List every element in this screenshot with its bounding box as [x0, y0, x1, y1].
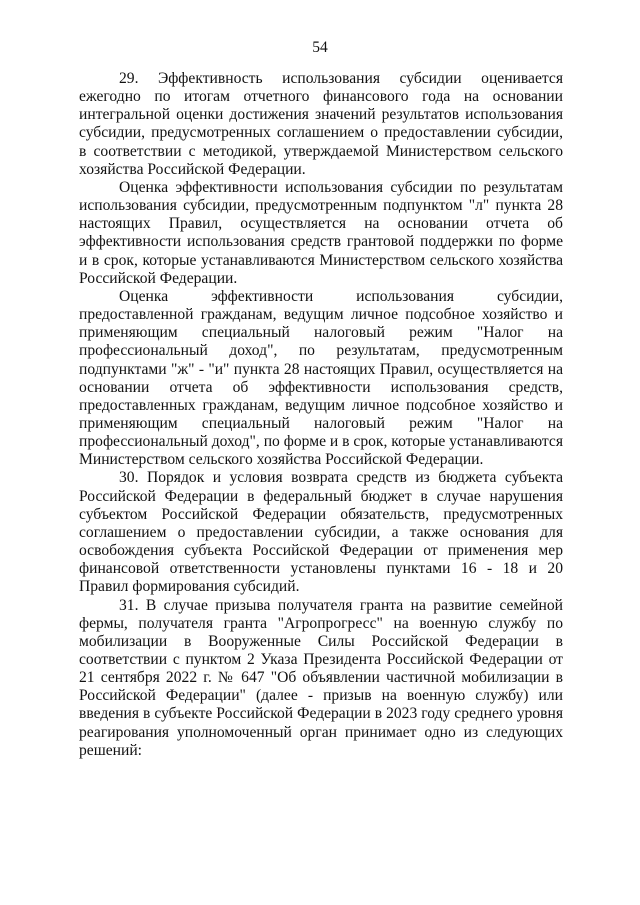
paragraph-29: 29. Эффективность использования субсидии оценивается ежегодно по итогам отчетного финансового года на основании интегральной оценки достижения значений результатов использования субсидии, предусмотренных соглашением о предоставлении субсидии, в соответствии с методикой, утверждаемой Министерством сельского хозяйства Российской Федерации.: [79, 70, 563, 178]
paragraph-30: 30. Порядок и условия возврата средств из бюджета субъекта Российской Федерации в федеральный бюджет в случае нарушения субъектом Российской Федерации обязательств, предусмотренных соглашением о предоставлении субсидии, а также основания для освобождения субъекта Российской Федерации от применения мер финансовой ответственности установлены пунктами 16 - 18 и 20 Правил формирования субсидий.: [79, 469, 563, 596]
paragraph-29-citizens-assessment: Оценка эффективности использования субсидии, предоставленной гражданам, ведущим личное подсобное хозяйство и применяющим специальный налоговый режим "Налог на профессиональный доход", по результатам, предусмотренным подпунктами "ж" - "и" пункта 28 настоящих Правил, осуществляется на основании отчета об эффективности использования средств, предоставленных гражданам, ведущим личное подсобное хозяйство и применяющим специальный налоговый режим "Налог на профессиональный доход", по форме и в срок, которые устанавливаются Министерством сельского хозяйства Российской Федерации.: [79, 287, 563, 469]
paragraph-29-grant-assessment: Оценка эффективности использования субсидии по результатам использования субсидии, предусмотренным подпунктом "л" пункта 28 настоящих Правил, осуществляется на основании отчета об эффективности использования средств грантовой поддержки по форме и в срок, которые устанавливаются Министерством сельского хозяйства Российской Федерации.: [79, 178, 563, 287]
paragraph-31: 31. В случае призыва получателя гранта на развитие семейной фермы, получателя гранта "Агропрогресс" на военную службу по мобилизации в Вооруженные Силы Российской Федерации в соответствии с пунктом 2 Указа Президента Российской Федерации от 21 сентября 2022 г. № 647 "Об объявлении частичной мобилизации в Российской Федерации" (далее - призыв на военную службу) или введения в субъекте Российской Федерации в 2023 году среднего уровня реагирования уполномоченный орган принимает одно из следующих решений:: [79, 596, 563, 759]
page-number: 54: [312, 39, 328, 56]
document-body: [79, 70, 563, 760]
